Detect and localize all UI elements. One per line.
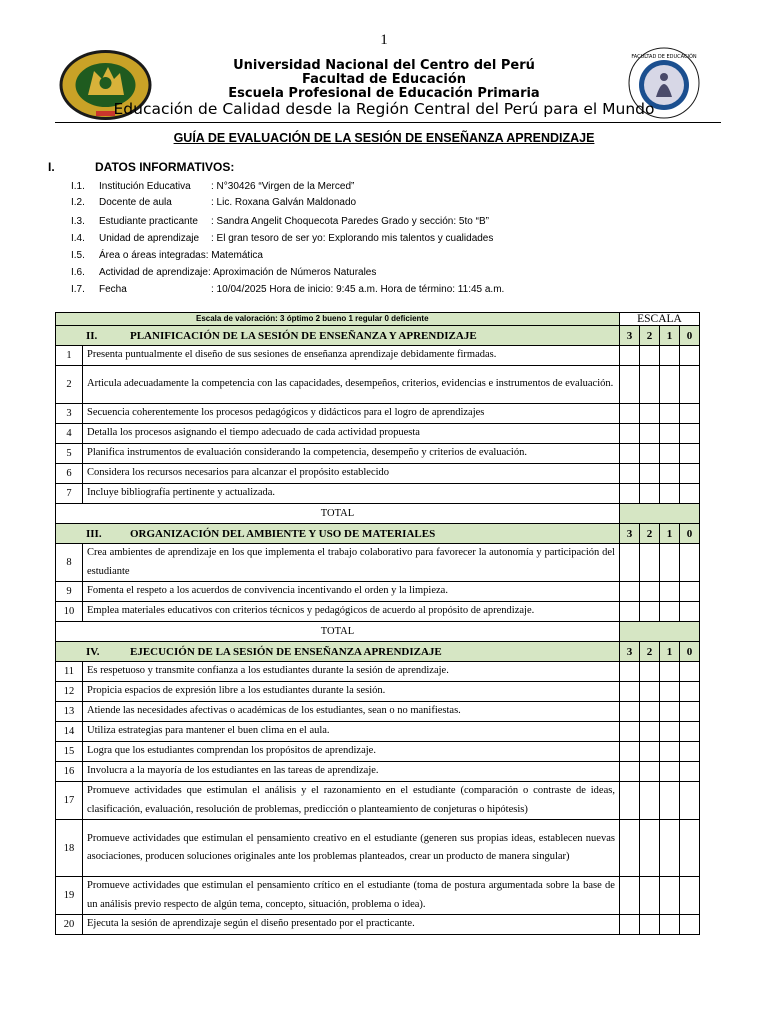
score-cell[interactable]: [659, 544, 679, 582]
score-cell[interactable]: [619, 662, 639, 682]
score-cell[interactable]: [639, 424, 659, 444]
school-name: Escuela Profesional de Educación Primaria: [228, 86, 540, 101]
score-cell[interactable]: [659, 444, 679, 464]
criterion-text: Emplea materiales educativos con criterios técnicos y pedagógicos de acuerdo al propósito de aprendizaje.: [83, 602, 620, 622]
score-cell[interactable]: [679, 702, 699, 722]
score-cell[interactable]: [659, 366, 679, 404]
criterion-text: Detalla los procesos asignando el tiempo adecuado de cada actividad propuesta: [83, 424, 620, 444]
score-cell[interactable]: [659, 464, 679, 484]
criterion-number: 5: [56, 444, 83, 464]
score-cell[interactable]: [619, 464, 639, 484]
score-cell[interactable]: [639, 702, 659, 722]
criterion-row: [56, 682, 700, 702]
score-cell[interactable]: [619, 346, 639, 366]
criterion-number: 6: [56, 464, 83, 484]
total-label: TOTAL: [56, 504, 620, 524]
score-cell[interactable]: [659, 722, 679, 742]
section-1-heading: [48, 160, 234, 174]
score-cell[interactable]: [659, 346, 679, 366]
score-cell[interactable]: [619, 782, 639, 820]
info-row: [71, 267, 376, 279]
university-name: Universidad Nacional del Centro del Perú: [233, 58, 535, 73]
scale-value-header: 3: [619, 326, 639, 346]
info-value: : N°30426 “Virgen de la Merced”: [211, 181, 355, 192]
score-cell[interactable]: [659, 782, 679, 820]
scale-value-header: 2: [639, 524, 659, 544]
section-roman: III.: [86, 527, 102, 540]
score-cell[interactable]: [639, 877, 659, 915]
page-number: 1: [380, 32, 388, 48]
score-cell[interactable]: [659, 915, 679, 935]
criterion-row: [56, 544, 700, 582]
criterion-row: [56, 762, 700, 782]
info-number: I.2.: [71, 197, 85, 208]
score-cell[interactable]: [619, 915, 639, 935]
info-row: [71, 181, 354, 193]
section-title: PLANIFICACIÓN DE LA SESIÓN DE ENSEÑANZA Y APRENDIZAJE: [130, 329, 477, 342]
criterion-row: [56, 484, 700, 504]
info-value: : El gran tesoro de ser yo: Explorando mis talentos y cualidades: [211, 233, 494, 244]
score-cell[interactable]: [639, 444, 659, 464]
info-label: Actividad de aprendizaje: Aproximación de Números Naturales: [99, 267, 377, 278]
score-cell[interactable]: [679, 682, 699, 702]
info-value: : Sandra Angelit Choquecota Paredes Grado y sección: 5to “B”: [211, 216, 489, 227]
section-header-row: [56, 326, 700, 346]
score-cell[interactable]: [679, 366, 699, 404]
scale-value-header: 1: [659, 642, 679, 662]
criterion-row: [56, 582, 700, 602]
score-cell[interactable]: [679, 742, 699, 762]
info-number: I.4.: [71, 233, 85, 244]
evaluation-table-body: [56, 313, 700, 935]
criterion-text: Promueve actividades que estimulan el pensamiento crítico en el estudiante (toma de postura argumentada sobre la base de un análisis previo respecto de algún tema, concepto, situación, problema o idea).: [83, 877, 620, 915]
info-row: [71, 197, 356, 209]
info-number: I.5.: [71, 250, 85, 261]
svg-text:FACULTAD DE EDUCACIÓN: FACULTAD DE EDUCACIÓN: [631, 54, 697, 60]
score-cell[interactable]: [639, 544, 659, 582]
info-row: [71, 250, 263, 262]
info-label: Estudiante practicante: [99, 216, 198, 227]
score-cell[interactable]: [639, 464, 659, 484]
criterion-row: [56, 742, 700, 762]
scale-value-header: 1: [659, 326, 679, 346]
score-cell[interactable]: [659, 602, 679, 622]
criterion-row: [56, 424, 700, 444]
score-cell[interactable]: [659, 682, 679, 702]
info-label: Fecha: [99, 284, 127, 295]
score-cell[interactable]: [659, 662, 679, 682]
criterion-text: Propicia espacios de expresión libre a los estudiantes durante la sesión.: [83, 682, 620, 702]
header-divider: [55, 122, 721, 123]
section-number: I.: [48, 160, 55, 174]
score-cell[interactable]: [639, 366, 659, 404]
info-row: [71, 216, 489, 228]
criterion-text: Crea ambientes de aprendizaje en los que implementa el trabajo colaborativo para favorecer la autonomía y participación del estudiante: [83, 544, 620, 582]
score-cell[interactable]: [619, 820, 639, 877]
criterion-text: Articula adecuadamente la competencia con las capacidades, desempeños, criterios, evidencias e instrumentos de evaluación.: [83, 366, 620, 404]
score-cell[interactable]: [619, 602, 639, 622]
score-cell[interactable]: [619, 582, 639, 602]
criterion-text: Promueve actividades que estimulan el análisis y el razonamiento en el estudiante (comparación o contraste de ideas, clasificación, evaluación, resolución de problemas, predicción o planteamiento de conjeturas o hipótesis): [83, 782, 620, 820]
criterion-text: Secuencia coherentemente los procesos pedagógicos y didácticos para el logro de aprendizajes: [83, 404, 620, 424]
criterion-number: 11: [56, 662, 83, 682]
criterion-number: 14: [56, 722, 83, 742]
info-number: I.1.: [71, 181, 85, 192]
score-cell[interactable]: [619, 404, 639, 424]
info-label: Institución Educativa: [99, 181, 191, 192]
score-cell[interactable]: [639, 820, 659, 877]
criterion-row: [56, 464, 700, 484]
criterion-number: 8: [56, 544, 83, 582]
criterion-row: [56, 346, 700, 366]
criterion-row: [56, 877, 700, 915]
score-cell[interactable]: [639, 915, 659, 935]
score-cell[interactable]: [639, 484, 659, 504]
score-cell[interactable]: [619, 762, 639, 782]
scale-value-header: 2: [639, 326, 659, 346]
criterion-number: 17: [56, 782, 83, 820]
score-cell[interactable]: [619, 702, 639, 722]
score-cell[interactable]: [679, 662, 699, 682]
score-cell[interactable]: [639, 742, 659, 762]
score-cell[interactable]: [639, 346, 659, 366]
scale-value-header: 1: [659, 524, 679, 544]
criterion-row: [56, 662, 700, 682]
score-cell[interactable]: [679, 722, 699, 742]
scale-value-header: 0: [679, 326, 699, 346]
score-cell[interactable]: [679, 915, 699, 935]
score-cell[interactable]: [679, 820, 699, 877]
section-roman: IV.: [86, 645, 100, 658]
score-cell[interactable]: [679, 444, 699, 464]
total-value-cell[interactable]: [619, 504, 699, 524]
score-cell[interactable]: [619, 742, 639, 762]
section-header-row: [56, 642, 700, 662]
scale-value-header: 3: [619, 524, 639, 544]
score-cell[interactable]: [639, 582, 659, 602]
score-cell[interactable]: [619, 484, 639, 504]
scale-legend: Escala de valoración: 3 óptimo 2 bueno 1 regular 0 deficiente: [56, 313, 620, 326]
section-title: ORGANIZACIÓN DEL AMBIENTE Y USO DE MATERIALES: [130, 527, 436, 540]
criterion-text: Ejecuta la sesión de aprendizaje según el diseño presentado por el practicante.: [83, 915, 620, 935]
score-cell[interactable]: [679, 782, 699, 820]
score-cell[interactable]: [679, 484, 699, 504]
criterion-text: Planifica instrumentos de evaluación considerando la competencia, desempeño y criterios de evaluación.: [83, 444, 620, 464]
faculty-name: Facultad de Educación: [301, 72, 467, 87]
total-label: TOTAL: [56, 622, 620, 642]
criterion-text: Considera los recursos necesarios para alcanzar el propósito establecido: [83, 464, 620, 484]
score-cell[interactable]: [659, 702, 679, 722]
criterion-row: [56, 782, 700, 820]
score-cell[interactable]: [679, 424, 699, 444]
section-title: DATOS INFORMATIVOS:: [95, 160, 235, 174]
criterion-number: 20: [56, 915, 83, 935]
info-label: Unidad de aprendizaje: [99, 233, 200, 244]
score-cell[interactable]: [659, 742, 679, 762]
criterion-number: 7: [56, 484, 83, 504]
info-label: Área o áreas integradas: Matemática: [99, 250, 263, 261]
criterion-number: 15: [56, 742, 83, 762]
score-cell[interactable]: [619, 424, 639, 444]
info-number: I.3.: [71, 216, 85, 227]
section-header: [56, 326, 620, 346]
score-cell[interactable]: [619, 682, 639, 702]
score-cell[interactable]: [619, 877, 639, 915]
info-row: [71, 233, 493, 245]
criterion-number: 4: [56, 424, 83, 444]
total-value-cell[interactable]: [619, 622, 699, 642]
criterion-row: [56, 722, 700, 742]
criterion-number: 1: [56, 346, 83, 366]
score-cell[interactable]: [659, 820, 679, 877]
criterion-text: Atiende las necesidades afectivas o académicas de los estudiantes, sean o no manifiestas.: [83, 702, 620, 722]
scale-value-header: 2: [639, 642, 659, 662]
score-cell[interactable]: [639, 404, 659, 424]
criterion-number: 19: [56, 877, 83, 915]
info-label: Docente de aula: [99, 197, 172, 208]
info-number: I.6.: [71, 267, 85, 278]
score-cell[interactable]: [679, 544, 699, 582]
score-cell[interactable]: [679, 762, 699, 782]
total-row: [56, 622, 700, 642]
score-cell[interactable]: [639, 682, 659, 702]
section-header: [56, 642, 620, 662]
score-cell[interactable]: [659, 762, 679, 782]
institution-header: [0, 59, 768, 101]
criterion-number: 10: [56, 602, 83, 622]
section-header: [56, 524, 620, 544]
score-cell[interactable]: [619, 366, 639, 404]
section-roman: II.: [86, 329, 98, 342]
criterion-number: 3: [56, 404, 83, 424]
criterion-text: Es respetuoso y transmite confianza a los estudiantes durante la sesión de aprendizaje.: [83, 662, 620, 682]
section-header-row: [56, 524, 700, 544]
criterion-row: [56, 366, 700, 404]
scale-title: ESCALA: [619, 313, 699, 326]
score-cell[interactable]: [679, 602, 699, 622]
score-cell[interactable]: [659, 582, 679, 602]
institution-motto: Educación de Calidad desde la Región Central del Perú para el Mundo: [113, 100, 655, 118]
score-cell[interactable]: [679, 346, 699, 366]
criterion-text: Utiliza estrategias para mantener el buen clima en el aula.: [83, 722, 620, 742]
criterion-number: 2: [56, 366, 83, 404]
score-cell[interactable]: [639, 722, 659, 742]
criterion-text: Involucra a la mayoría de los estudiantes en las tareas de aprendizaje.: [83, 762, 620, 782]
criterion-number: 12: [56, 682, 83, 702]
criterion-text: Incluye bibliografía pertinente y actualizada.: [83, 484, 620, 504]
document-title: GUÍA DE EVALUACIÓN DE LA SESIÓN DE ENSEÑANZA APRENDIZAJE: [173, 131, 595, 145]
scale-value-header: 0: [679, 524, 699, 544]
total-row: [56, 504, 700, 524]
score-cell[interactable]: [619, 544, 639, 582]
score-cell[interactable]: [659, 424, 679, 444]
criterion-number: 13: [56, 702, 83, 722]
criterion-row: [56, 444, 700, 464]
score-cell[interactable]: [639, 662, 659, 682]
score-cell[interactable]: [679, 404, 699, 424]
info-row: [71, 284, 504, 296]
score-cell[interactable]: [679, 877, 699, 915]
score-cell[interactable]: [659, 484, 679, 504]
scale-value-header: 0: [679, 642, 699, 662]
criterion-number: 16: [56, 762, 83, 782]
criterion-text: Fomenta el respeto a los acuerdos de convivencia incentivando el orden y la limpieza.: [83, 582, 620, 602]
criterion-row: [56, 404, 700, 424]
score-cell[interactable]: [619, 722, 639, 742]
score-cell[interactable]: [619, 444, 639, 464]
info-value: : 10/04/2025 Hora de inicio: 9:45 a.m. Hora de término: 11:45 a.m.: [211, 284, 505, 295]
score-cell[interactable]: [679, 582, 699, 602]
score-cell[interactable]: [639, 602, 659, 622]
score-cell[interactable]: [659, 404, 679, 424]
criterion-number: 18: [56, 820, 83, 877]
criterion-text: Promueve actividades que estimulan el pensamiento creativo en el estudiante (generen sus propias ideas, establecen nuevas asociaciones, producen soluciones originales ante los problemas planteados, crear un producto de manera singular): [83, 820, 620, 877]
criterion-row: [56, 702, 700, 722]
score-cell[interactable]: [639, 782, 659, 820]
criterion-row: [56, 915, 700, 935]
section-title: EJECUCIÓN DE LA SESIÓN DE ENSEÑANZA APRENDIZAJE: [130, 645, 442, 658]
score-cell[interactable]: [639, 762, 659, 782]
scale-value-header: 3: [619, 642, 639, 662]
criterion-text: Logra que los estudiantes comprendan los propósitos de aprendizaje.: [83, 742, 620, 762]
score-cell[interactable]: [679, 464, 699, 484]
evaluation-table: [55, 312, 700, 935]
info-value: : Lic. Roxana Galván Maldonado: [211, 197, 357, 208]
info-number: I.7.: [71, 284, 85, 295]
criterion-text: Presenta puntualmente el diseño de sus sesiones de enseñanza aprendizaje debidamente firmadas.: [83, 346, 620, 366]
score-cell[interactable]: [659, 877, 679, 915]
criterion-number: 9: [56, 582, 83, 602]
criterion-row: [56, 602, 700, 622]
criterion-row: [56, 820, 700, 877]
